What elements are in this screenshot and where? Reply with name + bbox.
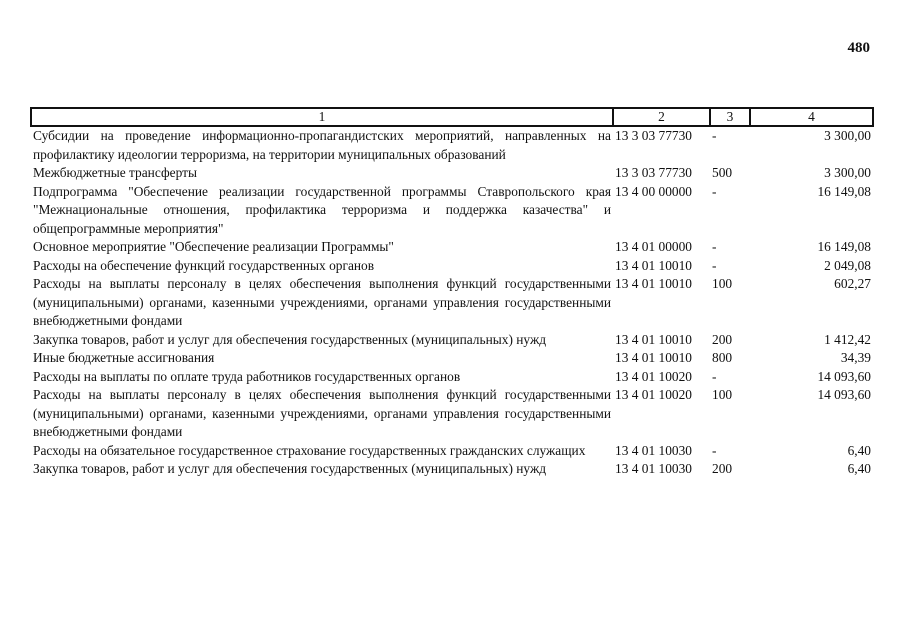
row-name: Закупка товаров, работ и услуг для обеспечения государственных (муниципальных) нужд — [33, 461, 547, 476]
row-amount: 3 300,00 — [824, 165, 871, 180]
budget-table — [30, 107, 874, 479]
row-type: - — [712, 183, 717, 199]
row-name: Расходы на выплаты персоналу в целях обеспечения выполнения функций государственными (муниципальными) органами, казенными учреждениями, органами управления государственными внебюджетными фондами — [33, 387, 611, 439]
row-name: Межбюджетные трансферты — [33, 165, 197, 180]
row-type: 200 — [712, 461, 733, 476]
row-type: 500 — [712, 165, 733, 180]
column-header-type: 3 — [710, 108, 750, 126]
row-type: - — [712, 239, 717, 254]
page-number: 480 — [847, 40, 870, 56]
column-header-name: 1 — [31, 108, 613, 126]
table-row — [31, 442, 873, 461]
row-amount: 6,40 — [847, 461, 871, 476]
table-row — [31, 275, 873, 331]
row-code: 13 3 03 77730 — [615, 128, 692, 143]
row-code: 13 4 01 10030 — [615, 442, 692, 458]
row-amount: 14 093,60 — [817, 368, 871, 384]
header-row — [31, 108, 873, 126]
row-code: 13 4 01 10020 — [615, 387, 692, 402]
row-amount: 3 300,00 — [824, 128, 871, 143]
table-row — [31, 368, 873, 387]
row-type: - — [712, 442, 717, 458]
row-type: - — [712, 257, 717, 273]
row-name: Подпрограмма "Обеспечение реализации государственной программы Ставропольского края "Межнациональные отношения, профилактика терроризма и поддержка казачества" и общепрограммные мероприятия" — [33, 183, 611, 236]
row-code: 13 4 01 10010 — [615, 331, 692, 347]
column-header-code: 2 — [613, 108, 710, 126]
row-name: Расходы на выплаты персоналу в целях обеспечения выполнения функций государственными (муниципальными) органами, казенными учреждениями, органами управления государственными внебюджетными фондами — [33, 276, 611, 328]
row-name: Субсидии на проведение информационно-пропагандистских мероприятий, направленных на профилактику идеологии терроризма, на территории муниципальных образований — [33, 128, 611, 162]
column-header-amount: 4 — [750, 108, 873, 126]
row-name: Расходы на выплаты по оплате труда работников государственных органов — [33, 368, 461, 384]
row-name: Расходы на обязательное государственное страхование государственных гражданских служащих — [33, 442, 586, 458]
table-row — [31, 126, 873, 164]
row-type: - — [712, 128, 717, 143]
row-code: 13 4 00 00000 — [615, 183, 692, 199]
row-amount: 1 412,42 — [824, 331, 871, 347]
row-type: 800 — [712, 350, 733, 365]
row-type: 100 — [712, 387, 733, 402]
table-row — [31, 183, 873, 239]
table-row — [31, 238, 873, 257]
table-row — [31, 164, 873, 183]
row-name: Иные бюджетные ассигнования — [33, 350, 215, 365]
row-code: 13 4 01 00000 — [615, 239, 692, 254]
row-amount: 34,39 — [840, 350, 871, 365]
table-row — [31, 460, 873, 479]
row-type: 100 — [712, 276, 733, 291]
row-code: 13 4 01 10030 — [615, 461, 692, 476]
row-code: 13 4 01 10010 — [615, 276, 692, 291]
row-amount: 14 093,60 — [817, 387, 871, 402]
row-amount: 16 149,08 — [817, 183, 871, 199]
table-row — [31, 349, 873, 368]
row-amount: 602,27 — [834, 276, 871, 291]
row-code: 13 4 01 10010 — [615, 257, 692, 273]
row-code: 13 4 01 10010 — [615, 350, 692, 365]
row-amount: 6,40 — [847, 442, 871, 458]
row-code: 13 3 03 77730 — [615, 165, 692, 180]
row-name: Расходы на обеспечение функций государственных органов — [33, 257, 375, 273]
table-row — [31, 386, 873, 442]
row-amount: 16 149,08 — [817, 239, 871, 254]
row-amount: 2 049,08 — [824, 257, 871, 273]
row-name: Основное мероприятие "Обеспечение реализации Программы" — [33, 239, 394, 254]
row-type: 200 — [712, 331, 733, 347]
row-type: - — [712, 368, 717, 384]
row-name: Закупка товаров, работ и услуг для обеспечения государственных (муниципальных) нужд — [33, 331, 547, 347]
row-code: 13 4 01 10020 — [615, 368, 692, 384]
table-row — [31, 257, 873, 276]
table-row — [31, 331, 873, 350]
